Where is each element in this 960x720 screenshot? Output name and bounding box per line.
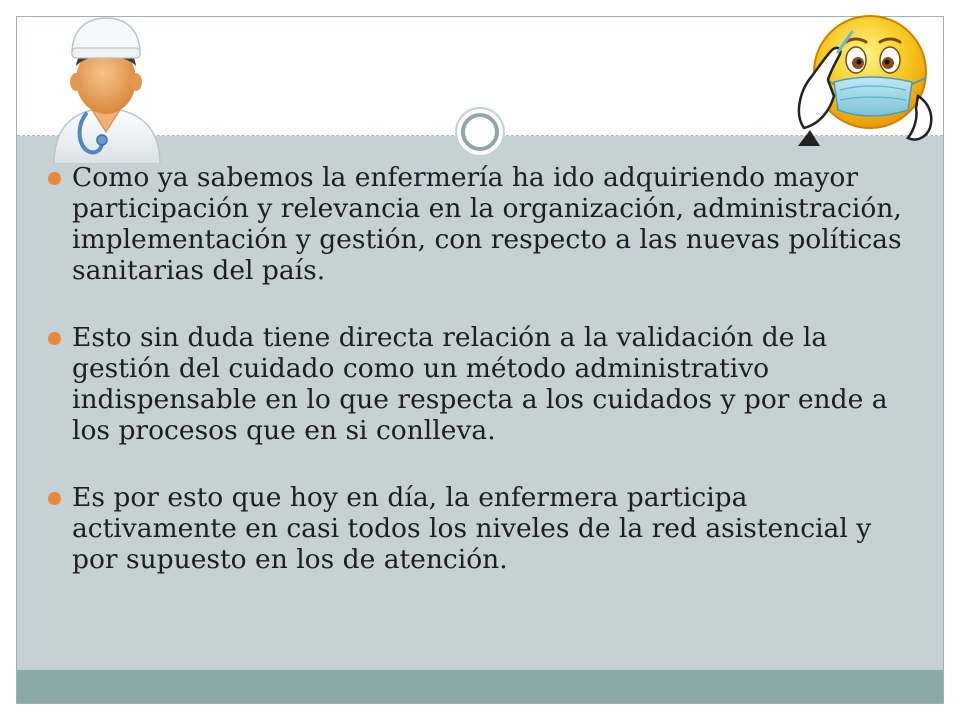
bullet-dot-icon: [48, 332, 61, 345]
bullet-item-3: [48, 482, 918, 575]
bullet-text: Es por esto que hoy en día, la enfermera participa activamente en casi todos los niveles de la red asistencial y por supuesto en los de atención.: [72, 482, 872, 575]
bullet-item-2: [48, 322, 918, 446]
bullet-text: Esto sin duda tiene directa relación a la validación de la gestión del cuidado como un método administrativo indispensable en lo que respecta a los cuidados y por ende a los procesos que en si conlleva.: [72, 322, 888, 446]
footer-band: [17, 670, 943, 703]
bullet-dot-icon: [48, 492, 61, 505]
nurse-icon: [46, 14, 166, 164]
bullet-text: Como ya sabemos la enfermería ha ido adquiriendo mayor participación y relevancia en la organización, administración, implementación y gestión, con respecto a las nuevas políticas sanitarias del país.: [72, 162, 902, 286]
bullet-dot-icon: [48, 172, 61, 185]
masked-emoji-icon: [790, 10, 940, 150]
ring-ornament-icon: [454, 106, 506, 158]
bullet-list: [48, 162, 918, 611]
bullet-item-1: [48, 162, 918, 286]
